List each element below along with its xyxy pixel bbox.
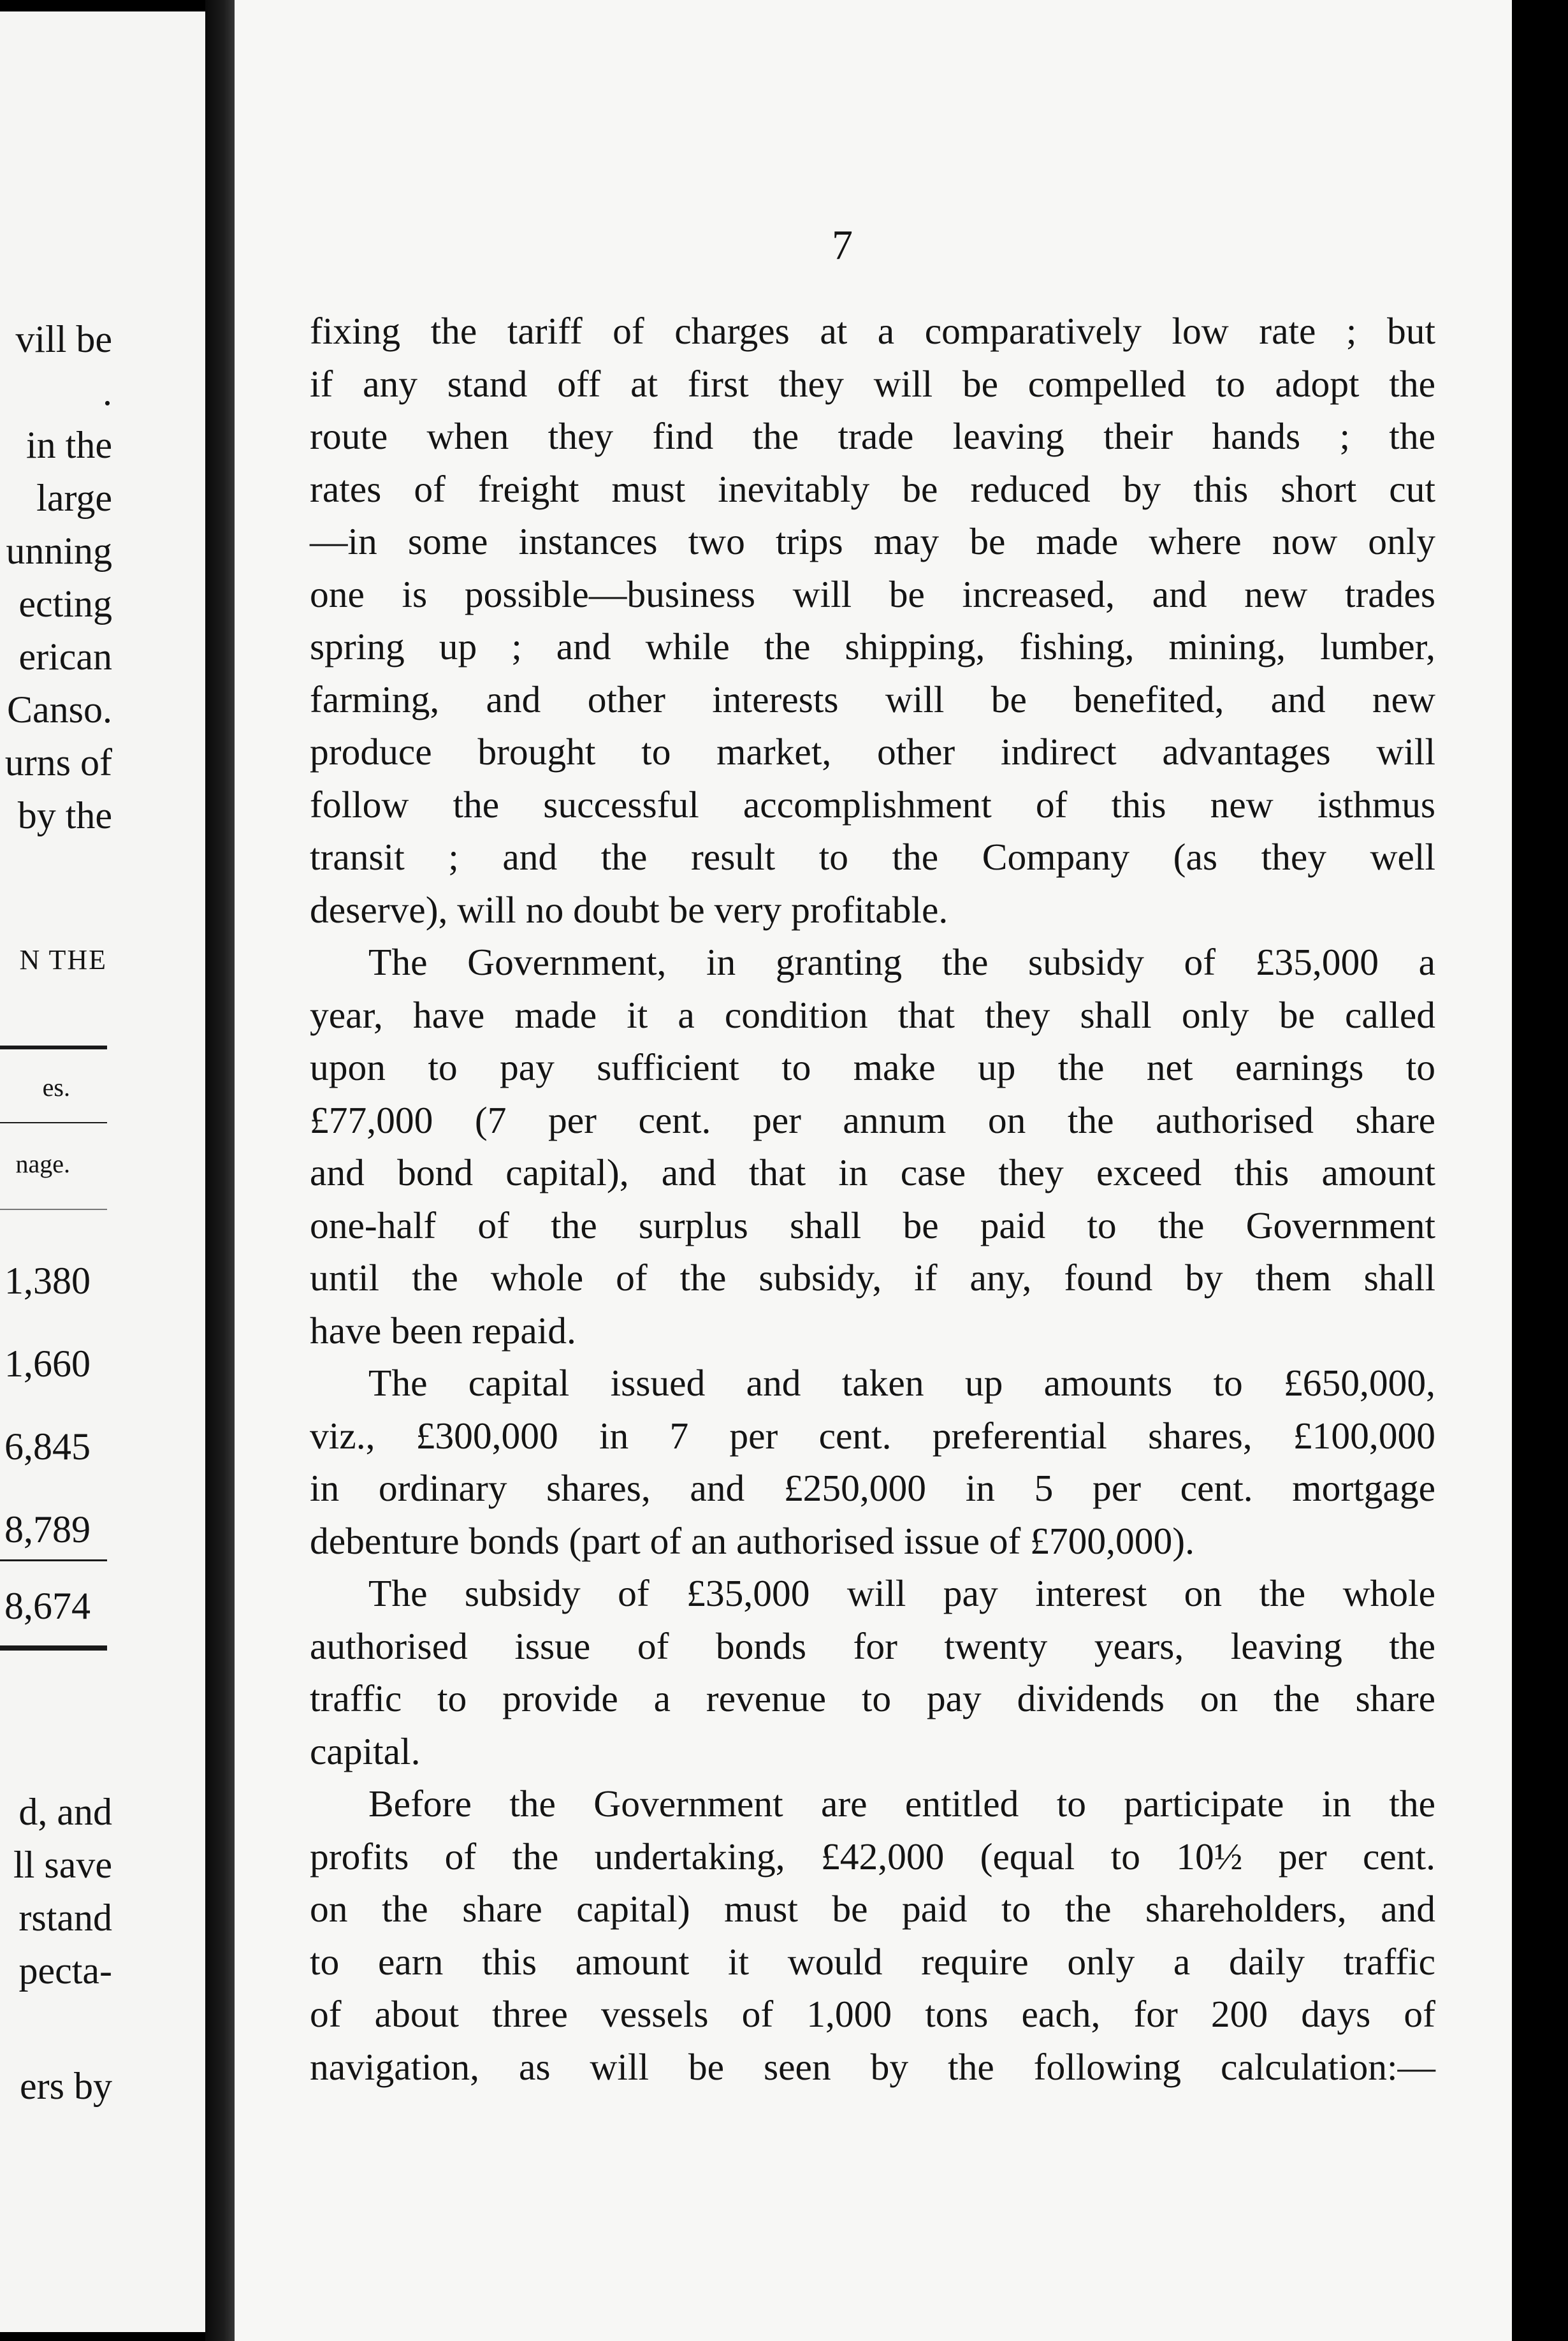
text-line: have been repaid. [310, 1309, 576, 1352]
text-line: fixing the tariff of charges at a comparatively low rate ; but [310, 310, 1435, 352]
text-line: profits of the undertaking, £42,000 (equal to 10½ per cent. [310, 1835, 1435, 1878]
table-total-rule [0, 1559, 107, 1561]
right-page [235, 0, 1540, 2341]
left-text-line: pecta- [18, 1950, 112, 1992]
text-line: The Government, in granting the subsidy of £35,000 a [368, 941, 1435, 983]
text-line: spring up ; and while the shipping, fishing, mining, lumber, [310, 625, 1435, 667]
table-header-rule [0, 1209, 107, 1210]
page-edge-shadow [1512, 0, 1540, 2341]
left-text-line: ll save [13, 1844, 112, 1886]
text-line: produce brought to market, other indirect advantages will [310, 731, 1435, 773]
left-text-line: rstand [18, 1897, 112, 1939]
text-line: authorised issue of bonds for twenty years, leaving the [310, 1624, 1435, 1667]
table-top-rule [0, 1046, 107, 1049]
text-line: one-half of the surplus shall be paid to the Government [310, 1204, 1435, 1246]
page-number: 7 [832, 222, 853, 268]
left-text-line: Canso. [7, 689, 112, 731]
text-line: until the whole of the subsidy, if any, found by them shall [310, 1257, 1435, 1299]
text-line: debenture bonds (part of an authorised issue of £700,000). [310, 1519, 1194, 1562]
left-text-line: ers by [20, 2065, 112, 2107]
body-text [310, 305, 1435, 2093]
text-line: upon to pay sufficient to make up the net earnings to [310, 1046, 1435, 1088]
left-text-line: . [103, 371, 112, 413]
text-line: £77,000 (7 per cent. per annum on the authorised share [310, 1098, 1435, 1141]
text-line: if any stand off at first they will be compelled to adopt the [310, 362, 1435, 405]
text-line: The capital issued and taken up amounts to £650,000, [368, 1362, 1435, 1404]
table-value: 6,845 [4, 1426, 91, 1468]
text-line: The subsidy of £35,000 will pay interest on the whole [368, 1572, 1435, 1614]
left-text-line: d, and [18, 1791, 112, 1833]
text-line: capital. [310, 1730, 421, 1772]
book-gutter [205, 0, 236, 2341]
text-line: Before the Government are entitled to participate in the [368, 1783, 1435, 1825]
table-value: 1,380 [4, 1260, 91, 1302]
left-text-line: urns of [4, 741, 112, 784]
left-text-line: erican [18, 636, 112, 678]
text-line: —in some instances two trips may be made where now only [310, 520, 1435, 562]
text-line: year, have made it a condition that they shall only be called [310, 993, 1435, 1036]
text-line: farming, and other interests will be benefited, and new [310, 678, 1435, 720]
text-line: to earn this amount it would require only a daily traffic [310, 1940, 1435, 1983]
text-line: transit ; and the result to the Company (as they well [310, 836, 1435, 878]
text-line: route when they find the trade leaving their hands ; the [310, 415, 1435, 457]
text-line: of about three vessels of 1,000 tons each, for 200 days of [310, 1993, 1435, 2035]
table-total: 8,674 [4, 1585, 91, 1627]
table-column-header: nage. [15, 1149, 70, 1178]
table-value: 1,660 [4, 1343, 91, 1385]
text-line: deserve), will no doubt be very profitable. [310, 888, 948, 931]
left-text-line: large [36, 477, 112, 519]
table-column-header: es. [42, 1073, 70, 1102]
table-bottom-rule [0, 1645, 107, 1651]
left-page-fragment [0, 11, 205, 2332]
text-line: on the share capital) must be paid to the shareholders, and [310, 1888, 1435, 1930]
text-line: navigation, as will be seen by the following calculation:— [310, 2045, 1435, 2088]
left-text-line: by the [17, 794, 112, 836]
text-line: and bond capital), and that in case they exceed this amount [310, 1151, 1435, 1193]
text-line: traffic to provide a revenue to pay dividends on the share [310, 1677, 1435, 1719]
text-line: rates of freight must inevitably be reduced by this short cut [310, 467, 1435, 510]
text-line: in ordinary shares, and £250,000 in 5 per cent. mortgage [310, 1467, 1435, 1509]
text-line: one is possible—business will be increased, and new trades [310, 572, 1435, 615]
left-text-line: vill be [15, 318, 112, 360]
left-text-line: in the [26, 424, 112, 466]
left-text-line: ecting [18, 583, 112, 625]
table-header-rule [0, 1122, 107, 1123]
text-line: viz., £300,000 in 7 per cent. preferential shares, £100,000 [310, 1414, 1435, 1457]
table-heading: N THE [19, 944, 107, 975]
table-value: 8,789 [4, 1508, 91, 1550]
text-line: follow the successful accomplishment of this new isthmus [310, 783, 1435, 826]
left-text-line: unning [6, 530, 112, 572]
